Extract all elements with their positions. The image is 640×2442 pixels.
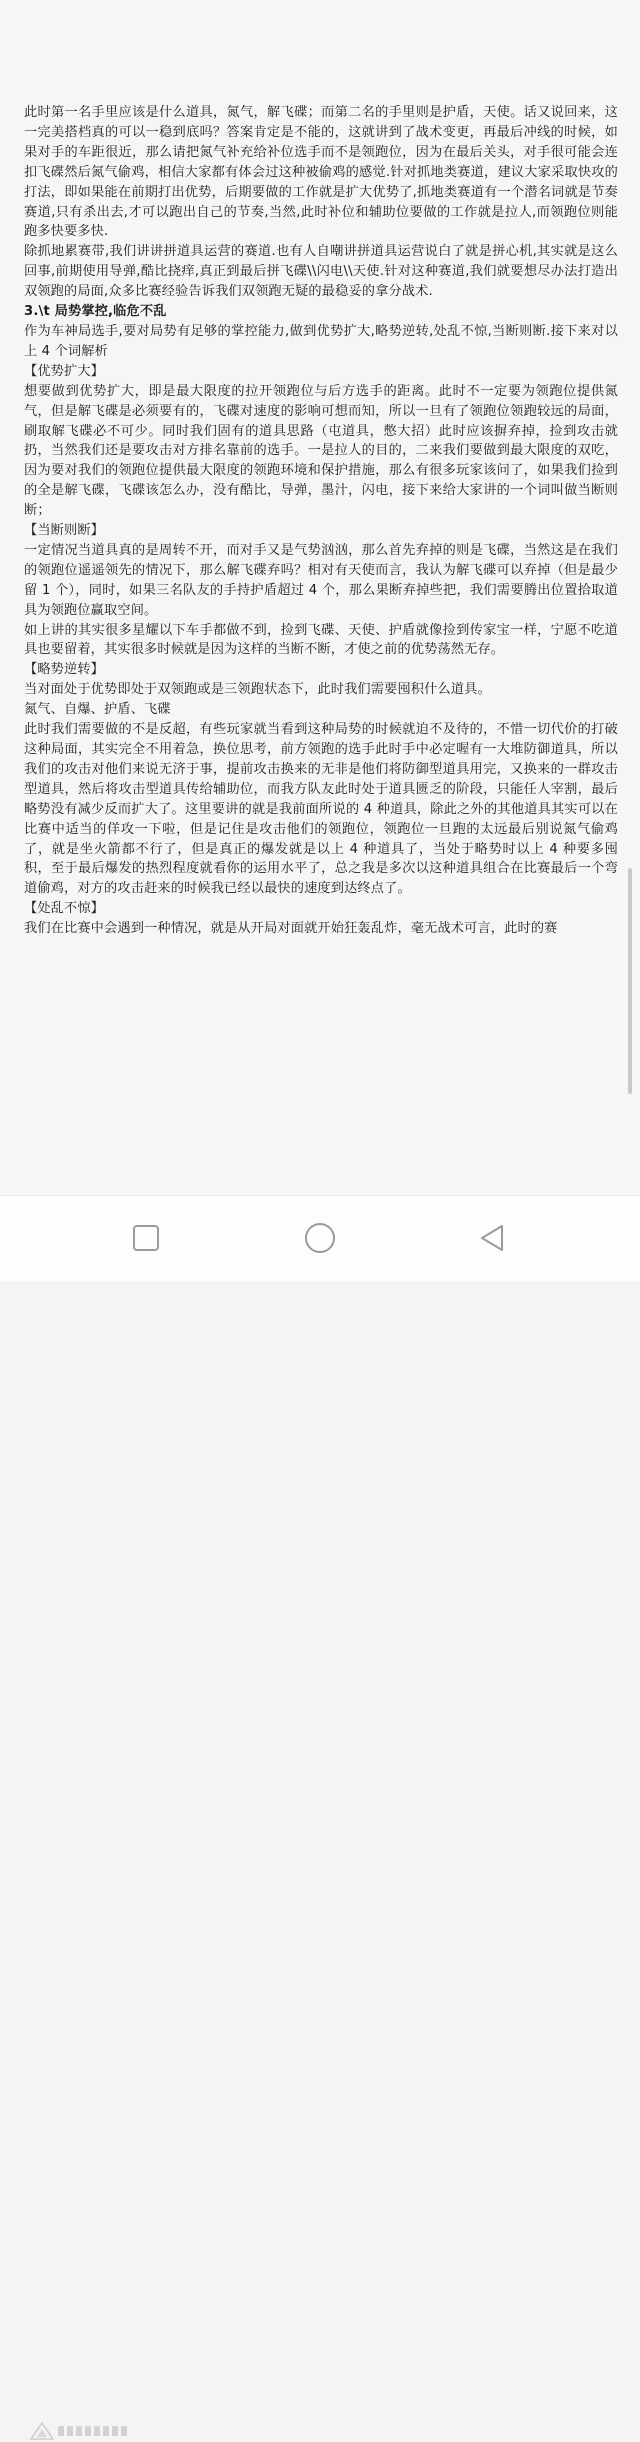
square-recents-icon: [133, 1225, 159, 1251]
back-button[interactable]: [470, 1216, 514, 1260]
paragraph-item-strategy: 此时第一名手里应该是什么道具，氮气，解飞碟；而第二名的手里则是护盾，天使。话又说回来，这一完美搭档真的可以一稳到底吗？答案肯定是不能的，这就讲到了战术变更，再最后冲线的时候，如果对手的车距很近，那么请把氮气补充给补位选手而不是领跑位，因为在最后关头，对手很可能会连扣飞碟然后氮气偷鸡，相信大家都有体会过这种被偷鸡的感觉.针对抓地类赛道，建议大家采取快攻的打法，即如果能在前期打出优势，后期要做的工作就是扩大优势了,抓地类赛道有一个潜名词就是节奏赛道,只有杀出去,才可以跑出自己的节奏,当然,此时补位和辅助位要做的工作就是拉人,而领跑位则能跑多快要多快.: [24, 105, 618, 240]
reversal-heading: 【略势逆转】: [24, 662, 105, 678]
decisive-heading: 【当断则断】: [24, 523, 105, 539]
article-body: [24, 103, 618, 939]
circle-home-icon: [305, 1223, 335, 1253]
watermark-icon: [30, 2422, 54, 2440]
decisive-paragraph-2: 如上讲的其实很多星耀以下车手都做不到，捡到飞碟、天使、护盾就像捡到传家宝一样，宁愿不吃道具也要留着，其实很多时候就是因为这样的当断不断，才使之前的优势荡然无存。: [24, 622, 618, 658]
decisive-paragraph-1: 一定情况当道具真的是周转不开，而对手又是气势汹汹，那么首先弃掉的则是飞碟，当然这是在我们的领跑位遥遥领先的情况下，那么解飞碟弃吗？相对有天使而言，我认为解飞碟可以弃掉（但是最少留 1 个），同时，如果三名队友的手持护盾超过 4 个，那么果断弃掉些把，我们需要腾出位置拾取道具为领跑位赢取空间。: [24, 542, 618, 618]
system-navigation-bar: [0, 1195, 640, 1281]
reversal-paragraph: 此时我们需要做的不是反超，有些玩家就当看到这种局势的时候就迫不及待的，不惜一切代价的打破这种局面，其实完全不用着急，换位思考，前方领跑的选手此时手中必定喔有一大堆防御道具，所以我们的攻击对他们来说无济于事，提前攻击换来的无非是他们将防御型道具用完，又换来的一群攻击型道具，然后将攻击型道具传给辅助位，而我方队友此时处于道具匮乏的阶段，只能任人宰割，最后略势没有减少反而扩大了。这里要讲的就是我前面所说的 4 种道具，除此之外的其他道具其实可以在比赛中适当的佯攻一下啦，但是记住是攻击他们的领跑位，领跑位一旦跑的太远最后别说氮气偷鸡了，就是坐火箭都不行了，但是真正的爆发就是以上 4 种道具了，当处于略势时以上 4 种要多囤积，至于最后爆发的热烈程度就看你的运用水平了，总之我是多次以这种道具组合在比赛最后一个弯道偷鸡，对方的攻击赶来的时候我已经以最快的速度到达终点了。: [24, 722, 618, 897]
home-button[interactable]: [298, 1216, 342, 1260]
section-heading: 3.\t 局势掌控,临危不乱: [24, 304, 167, 320]
calm-paragraph: 我们在比赛中会遇到一种情况，就是从开局对面就开始狂轰乱炸，毫无战术可言，此时的赛: [24, 921, 558, 937]
reader-screen: [0, 0, 640, 1195]
triangle-back-icon: [478, 1223, 506, 1253]
watermark-logo: [30, 2420, 140, 2442]
advantage-paragraph: 想要做到优势扩大，即是最大限度的拉开领跑位与后方选手的距离。此时不一定要为领跑位提供氮气，但是解飞碟是必须要有的，飞碟对速度的影响可想而知，所以一旦有了领跑位领跑较远的局面，刷取解飞碟必不可少。同时我们固有的道具思路（屯道具，憋大招）此时应该摒弃掉，捡到攻击就扔，当然我们还是要攻击对方排名靠前的选手。一是拉人的目的，二来我们要做到最大限度的双吃，因为要对我们的领跑位提供最大限度的领跑环境和保护措施，那么有很多玩家该问了，如果我们捡到的全是解飞碟，飞碟该怎么办，没有酷比，导弹，墨汁，闪电，接下来给大家讲的一个词叫做当断则断；: [24, 383, 618, 519]
reversal-items: 氮气、自爆、护盾、飞碟: [24, 702, 171, 718]
paragraph-item-tracks: 除抓地累赛带,我们讲讲拼道具运营的赛道.也有人自嘲讲拼道具运营说白了就是拼心机,其实就是这么回事,前期使用导弹,酷比挠痒,真正到最后拼飞碟\\闪电\\天使.针对这种赛道,我们就要想尽办法打造出双领跑的局面,众多比赛经验告诉我们双领跑无疑的最稳妥的拿分战术.: [24, 244, 618, 300]
advantage-heading: 【优势扩大】: [24, 363, 105, 379]
section-intro: 作为车神局选手,要对局势有足够的掌控能力,做到优势扩大,略势逆转,处乱不惊,当断则断.接下来对以上 4 个词解析: [24, 323, 618, 359]
calm-heading: 【处乱不惊】: [24, 901, 105, 917]
scrollbar-thumb[interactable]: [628, 868, 632, 1094]
reversal-lead: 当对面处于优势即处于双领跑或是三领跑状态下，此时我们需要囤积什么道具。: [24, 682, 491, 698]
watermark-text-mark: [58, 2426, 130, 2436]
recents-button[interactable]: [124, 1216, 168, 1260]
